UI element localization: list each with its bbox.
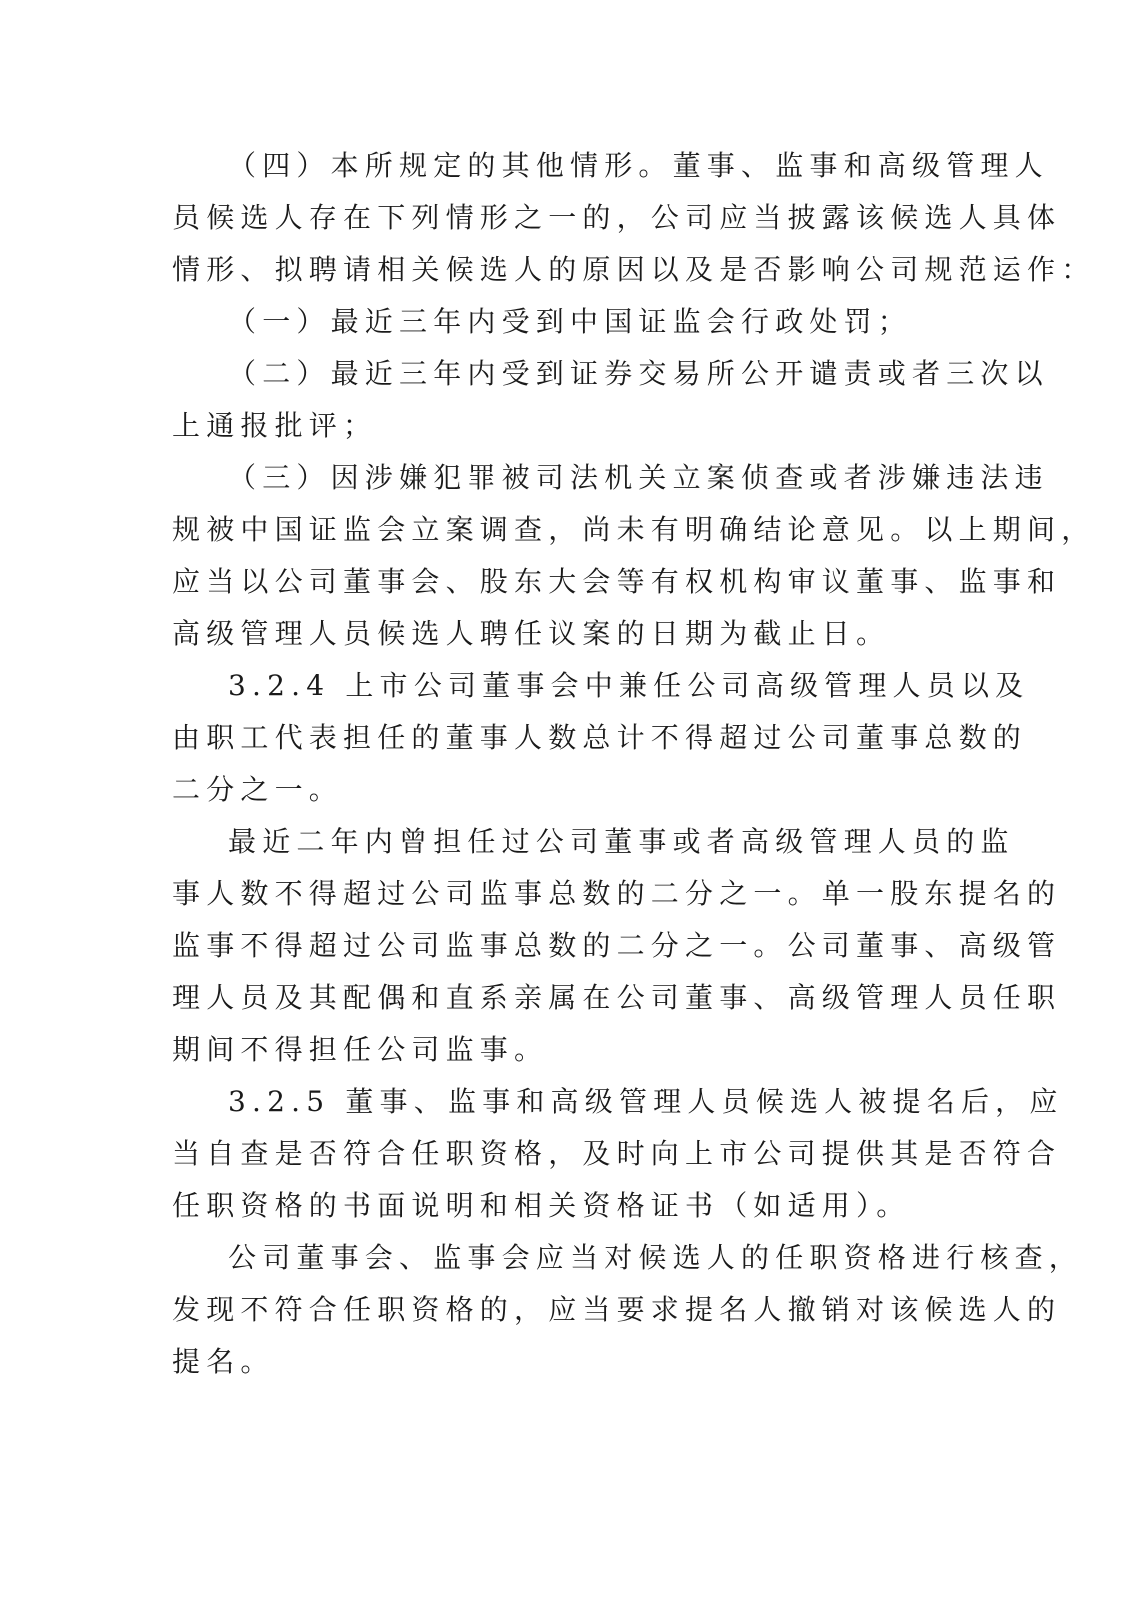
text-line: 期间不得担任公司监事。 — [172, 1033, 549, 1066]
text-line: 上通报批评； — [172, 409, 378, 442]
text-line: 发现不符合任职资格的，应当要求提名人撤销对该候选人的 — [172, 1293, 1062, 1326]
text-line: 事人数不得超过公司监事总数的二分之一。单一股东提名的 — [172, 877, 1062, 910]
text-line: 3.2.4 上市公司董事会中兼任公司高级管理人员以及 — [228, 669, 1030, 702]
text-line: 应当以公司董事会、股东大会等有权机构审议董事、监事和 — [172, 565, 1062, 598]
text-line: 最近二年内曾担任过公司董事或者高级管理人员的监 — [228, 825, 1015, 858]
text-line: 理人员及其配偶和直系亲属在公司董事、高级管理人员任职 — [172, 981, 1062, 1014]
text-line: 监事不得超过公司监事总数的二分之一。公司董事、高级管 — [172, 929, 1062, 962]
text-line: 当自查是否符合任职资格，及时向上市公司提供其是否符合 — [172, 1137, 1062, 1170]
text-line: 任职资格的书面说明和相关资格证书（如适用）。 — [172, 1189, 911, 1222]
text-line: 3.2.5 董事、监事和高级管理人员候选人被提名后，应 — [228, 1085, 1064, 1118]
text-line: 规被中国证监会立案调查，尚未有明确结论意见。以上期间， — [172, 513, 1096, 546]
text-line: 由职工代表担任的董事人数总计不得超过公司董事总数的 — [172, 721, 1028, 754]
text-line: （二）最近三年内受到证券交易所公开谴责或者三次以 — [228, 357, 1049, 390]
text-line: 员候选人存在下列情形之一的，公司应当披露该候选人具体 — [172, 201, 1062, 234]
text-line: 高级管理人员候选人聘任议案的日期为截止日。 — [172, 617, 891, 650]
text-line: 公司董事会、监事会应当对候选人的任职资格进行核查， — [228, 1241, 1084, 1274]
text-line: （三）因涉嫌犯罪被司法机关立案侦查或者涉嫌违法违 — [228, 461, 1049, 494]
text-line: 二分之一。 — [172, 773, 344, 806]
text-line: 提名。 — [172, 1345, 275, 1378]
text-line: （四）本所规定的其他情形。董事、监事和高级管理人 — [228, 149, 1049, 182]
text-line: 情形、拟聘请相关候选人的原因以及是否影响公司规范运作： — [172, 253, 1096, 286]
text-line: （一）最近三年内受到中国证监会行政处罚； — [228, 305, 913, 338]
